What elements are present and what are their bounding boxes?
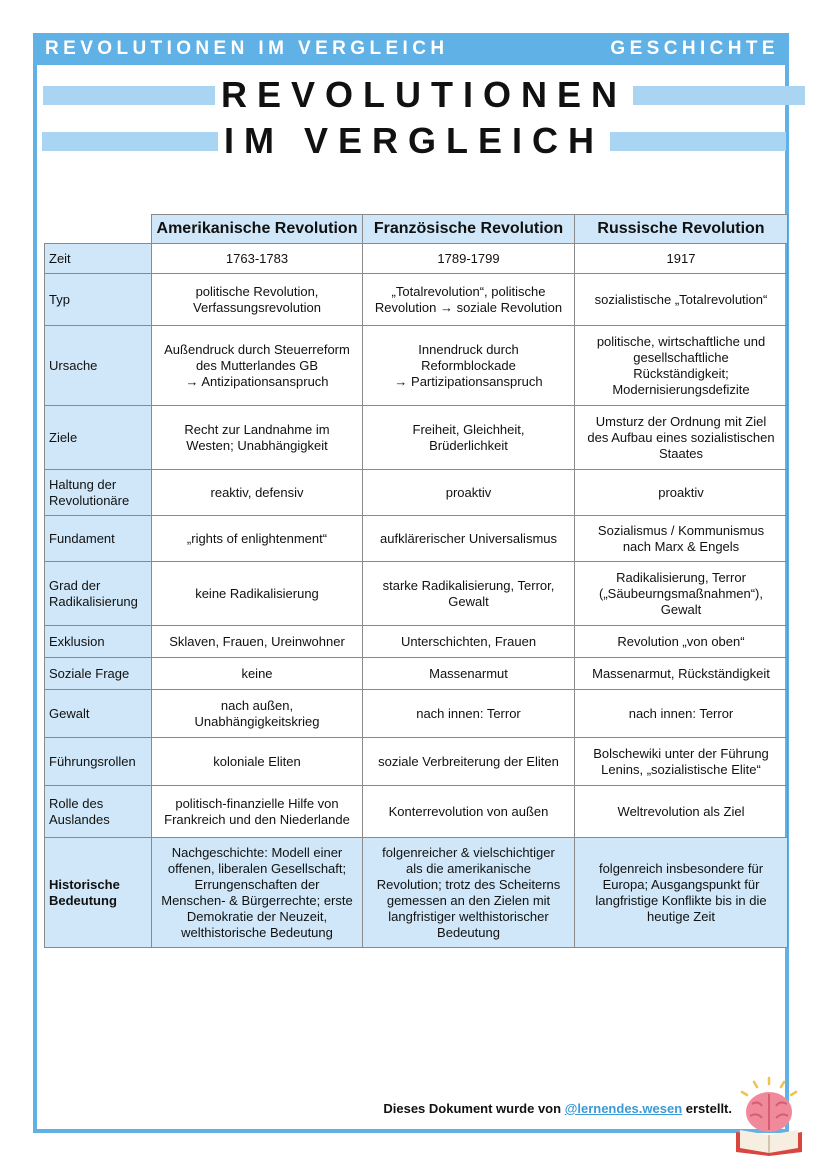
table-cell: folgenreicher & vielschichtiger als die amerikanische Revolution; trotz des Scheiterns gemessen an den Zielen mit langfristiger welthistorischer Bedeutung bbox=[363, 838, 575, 948]
row-label: Typ bbox=[45, 274, 152, 326]
brain-on-book-icon bbox=[732, 1074, 806, 1156]
table-cell: proaktiv bbox=[363, 470, 575, 516]
footer-prefix: Dieses Dokument wurde von bbox=[383, 1101, 565, 1116]
column-header-french: Französische Revolution bbox=[363, 215, 575, 244]
column-header-american: Amerikanische Revolution bbox=[152, 215, 363, 244]
table-cell: Freiheit, Gleichheit, Brüderlichkeit bbox=[363, 406, 575, 470]
title-decor-bar bbox=[42, 132, 218, 151]
table-cell: Innendruck durch Reformblockade → Partizipationsanspruch bbox=[363, 326, 575, 406]
table-cell: koloniale Eliten bbox=[152, 738, 363, 786]
table-cell: Recht zur Landnahme im Westen; Unabhängigkeit bbox=[152, 406, 363, 470]
table-cell: 1789-1799 bbox=[363, 244, 575, 274]
table-cell: starke Radikalisierung, Terror, Gewalt bbox=[363, 562, 575, 626]
table-row bbox=[45, 470, 788, 516]
table-cell: Radikalisierung, Terror („Säubeurngsmaßnahmen“), Gewalt bbox=[575, 562, 788, 626]
table-cell: soziale Verbreiterung der Eliten bbox=[363, 738, 575, 786]
footer-suffix: erstellt. bbox=[682, 1101, 732, 1116]
table-row bbox=[45, 626, 788, 658]
row-label: Fundament bbox=[45, 516, 152, 562]
table-cell: Nachgeschichte: Modell einer offenen, liberalen Gesellschaft; Errungenschaften der Menschen- & Bürgerrechte; erste Demokratie der Neuzeit, welthistorische Bedeutung bbox=[152, 838, 363, 948]
row-label: Ziele bbox=[45, 406, 152, 470]
table-cell: Außendruck durch Steuerreform des Mutterlandes GB → Antizipationsanspruch bbox=[152, 326, 363, 406]
row-label: Gewalt bbox=[45, 690, 152, 738]
table-cell: politische, wirtschaftliche und gesellschaftliche Rückständigkeit; Modernisierungsdefizite bbox=[575, 326, 788, 406]
comparison-table bbox=[44, 214, 788, 948]
table-row bbox=[45, 326, 788, 406]
row-label: Rolle des Auslandes bbox=[45, 786, 152, 838]
table-cell: Massenarmut bbox=[363, 658, 575, 690]
table-cell: „rights of enlightenment“ bbox=[152, 516, 363, 562]
row-label: Zeit bbox=[45, 244, 152, 274]
table-cell: Sozialismus / Kommunismus nach Marx & Engels bbox=[575, 516, 788, 562]
table-cell: Weltrevolution als Ziel bbox=[575, 786, 788, 838]
table-row bbox=[45, 274, 788, 326]
table-body bbox=[45, 244, 788, 948]
table-cell: aufklärerischer Universalismus bbox=[363, 516, 575, 562]
table-cell: keine Radikalisierung bbox=[152, 562, 363, 626]
table-row bbox=[45, 406, 788, 470]
row-label: Führungsrollen bbox=[45, 738, 152, 786]
table-cell: Konterrevolution von außen bbox=[363, 786, 575, 838]
table-cell: sozialistische „Totalrevolution“ bbox=[575, 274, 788, 326]
page-title-line-2: IM VERGLEICH bbox=[223, 120, 604, 161]
table-cell: Sklaven, Frauen, Ureinwohner bbox=[152, 626, 363, 658]
table-row bbox=[45, 658, 788, 690]
title-decor-bar bbox=[633, 86, 805, 105]
table-cell: nach außen, Unabhängigkeitskrieg bbox=[152, 690, 363, 738]
title-line-2 bbox=[0, 118, 828, 164]
table-corner bbox=[45, 215, 152, 244]
row-label: Exklusion bbox=[45, 626, 152, 658]
header-right-label: GESCHICHTE bbox=[610, 38, 779, 59]
title-decor-bar bbox=[43, 86, 215, 105]
table-cell: politische Revolution, Verfassungsrevolution bbox=[152, 274, 363, 326]
table-cell: Revolution „von oben“ bbox=[575, 626, 788, 658]
page-title-line-1: REVOLUTIONEN bbox=[220, 74, 627, 115]
table-cell: folgenreich insbesondere für Europa; Ausgangspunkt für langfristige Konflikte bis in die heutige Zeit bbox=[575, 838, 788, 948]
table-header-row bbox=[45, 215, 788, 244]
table-cell: nach innen: Terror bbox=[363, 690, 575, 738]
header-bar bbox=[33, 33, 789, 65]
table-cell: 1763-1783 bbox=[152, 244, 363, 274]
table-row bbox=[45, 786, 788, 838]
table-cell: Umsturz der Ordnung mit Ziel des Aufbau eines sozialistischen Staates bbox=[575, 406, 788, 470]
table-cell: keine bbox=[152, 658, 363, 690]
header-left-label: REVOLUTIONEN IM VERGLEICH bbox=[45, 38, 449, 59]
table-cell: reaktiv, defensiv bbox=[152, 470, 363, 516]
table-cell: 1917 bbox=[575, 244, 788, 274]
table-cell: Bolschewiki unter der Führung Lenins, „sozialistische Elite“ bbox=[575, 738, 788, 786]
row-label: Ursache bbox=[45, 326, 152, 406]
table-cell: proaktiv bbox=[575, 470, 788, 516]
table-cell: politisch-finanzielle Hilfe von Frankreich und den Niederlande bbox=[152, 786, 363, 838]
row-label: Soziale Frage bbox=[45, 658, 152, 690]
table-cell: Unterschichten, Frauen bbox=[363, 626, 575, 658]
table-cell: nach innen: Terror bbox=[575, 690, 788, 738]
row-label: Historische Bedeutung bbox=[45, 838, 152, 948]
title-line-1 bbox=[0, 72, 828, 118]
table-row bbox=[45, 838, 788, 948]
table-row bbox=[45, 562, 788, 626]
column-header-russian: Russische Revolution bbox=[575, 215, 788, 244]
table-row bbox=[45, 516, 788, 562]
row-label: Grad der Radikalisierung bbox=[45, 562, 152, 626]
footer-credit bbox=[383, 1101, 732, 1116]
table-cell: „Totalrevolution“, politische Revolution → soziale Revolution bbox=[363, 274, 575, 326]
table-row bbox=[45, 690, 788, 738]
table-row bbox=[45, 244, 788, 274]
author-link[interactable]: @lernendes.wesen bbox=[564, 1101, 683, 1116]
table-cell: Massenarmut, Rückständigkeit bbox=[575, 658, 788, 690]
title-decor-bar bbox=[610, 132, 786, 151]
table-row bbox=[45, 738, 788, 786]
row-label: Haltung der Revolutionäre bbox=[45, 470, 152, 516]
